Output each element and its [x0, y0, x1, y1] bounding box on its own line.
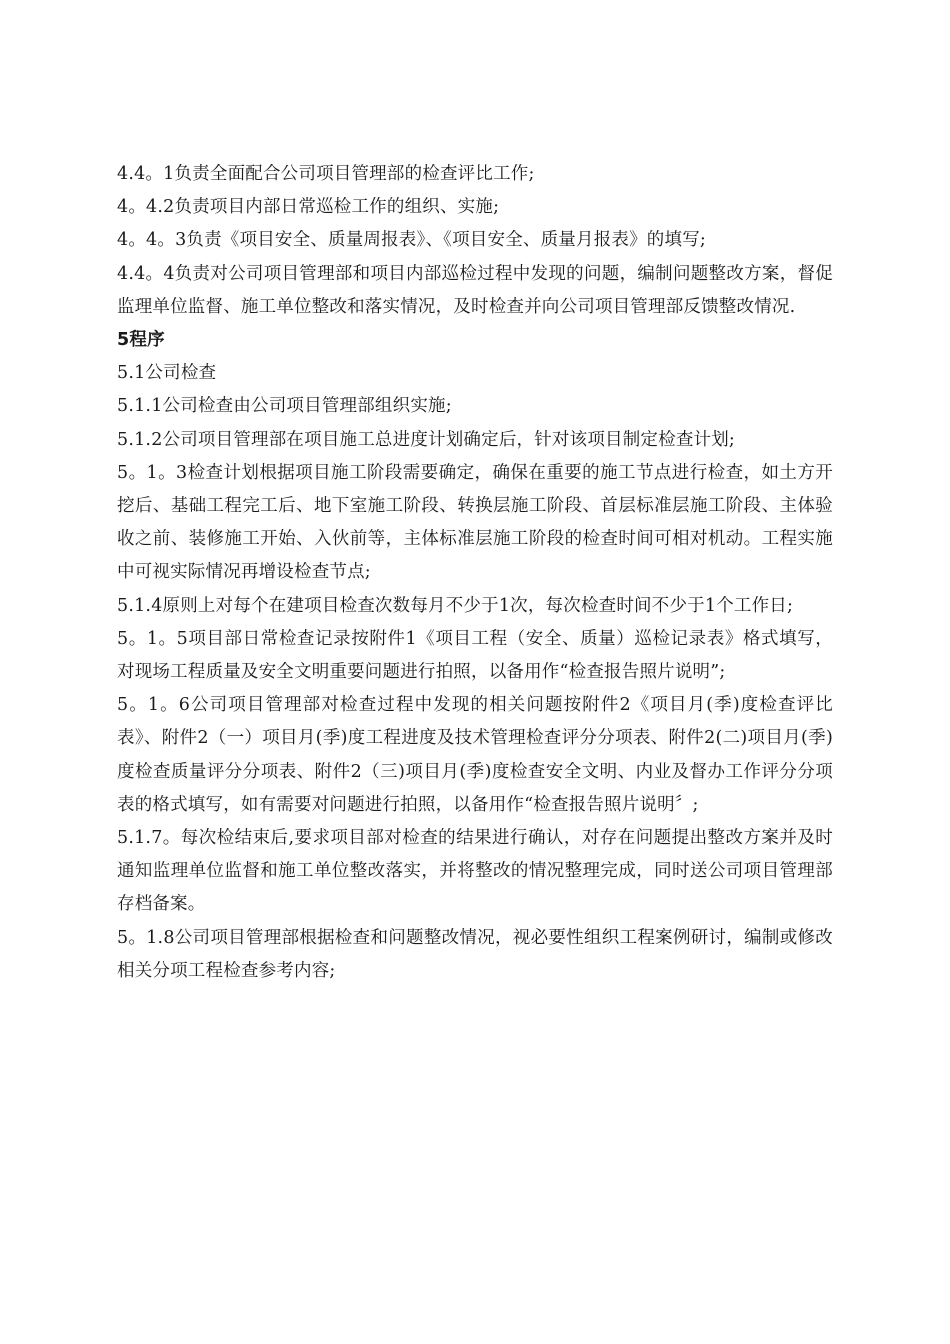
clause-5-1-1: 5.1.1公司检查由公司项目管理部组织实施; — [117, 396, 452, 417]
section-heading-5: 5程序 — [117, 330, 165, 351]
clause-4-4-1: 4.4。1负责全面配合公司项目管理部的检查评比工作; — [117, 164, 535, 184]
clause-5-1: 5.1公司检查 — [117, 363, 217, 384]
clause-5-1-5: 5。1。5项目部日常检查记录按附件1《项目工程（安全、质量）巡检记录表》格式填写，对现场工程质量及安全文明重要问题进行拍照，以备用作“检查报告照片说明”; — [117, 628, 833, 683]
clause-5-1-8: 5。1.8公司项目管理部根据检查和问题整改情况，视必要性组织工程案例研讨，编制或修改相关分项工程检查参考内容; — [117, 927, 833, 981]
clause-4-4-4: 4.4。4负责对公司项目管理部和项目内部巡检过程中发现的问题，编制问题整改方案，督促监理单位监督、施工单位整改和落实情况，及时检查并向公司项目管理部反馈整改情况. — [117, 263, 833, 317]
document-body — [117, 158, 833, 988]
clause-5-1-7: 5.1.7。每次检结束后,要求项目部对检查的结果进行确认，对存在问题提出整改方案并及时通知监理单位监督和施工单位整改落实，并将整改的情况整理完成，同时送公司项目管理部存档备案。 — [117, 828, 833, 915]
clause-4-4-2: 4。4.2负责项目内部日常巡检工作的组织、实施; — [117, 197, 500, 218]
clause-5-1-6: 5。1。6公司项目管理部对检查过程中发现的相关问题按附件2《项目月(季)度检查评比表》、附件2（一）项目月(季)度工程进度及技术管理检查评分分项表、附件2(二)项目月(季)度检查质量评分分项表、附件2（三)项目月(季)度检查安全文明、内业及督办工作评分分项表的格式填写，如有需要对问题进行拍照，以备用作“检查报告照片说明〞; — [117, 695, 833, 815]
clause-4-4-3: 4。4。3负责《项目安全、质量周报表》、《项目安全、质量月报表》的填写; — [117, 230, 706, 251]
clause-5-1-2: 5.1.2公司项目管理部在项目施工总进度计划确定后，针对该项目制定检查计划; — [117, 429, 736, 450]
clause-5-1-4: 5.1.4原则上对每个在建项目检查次数每月不少于1次，每次检查时间不少于1个工作日; — [117, 595, 794, 616]
clause-5-1-3: 5。1。3检查计划根据项目施工阶段需要确定，确保在重要的施工节点进行检查，如土方开挖后、基础工程完工后、地下室施工阶段、转换层施工阶段、首层标准层施工阶段、主体验收之前、装修施工开始、入伙前等，主体标准层施工阶段的检查时间可相对机动。工程实施中可视实际情况再增设检查节点; — [117, 462, 833, 583]
